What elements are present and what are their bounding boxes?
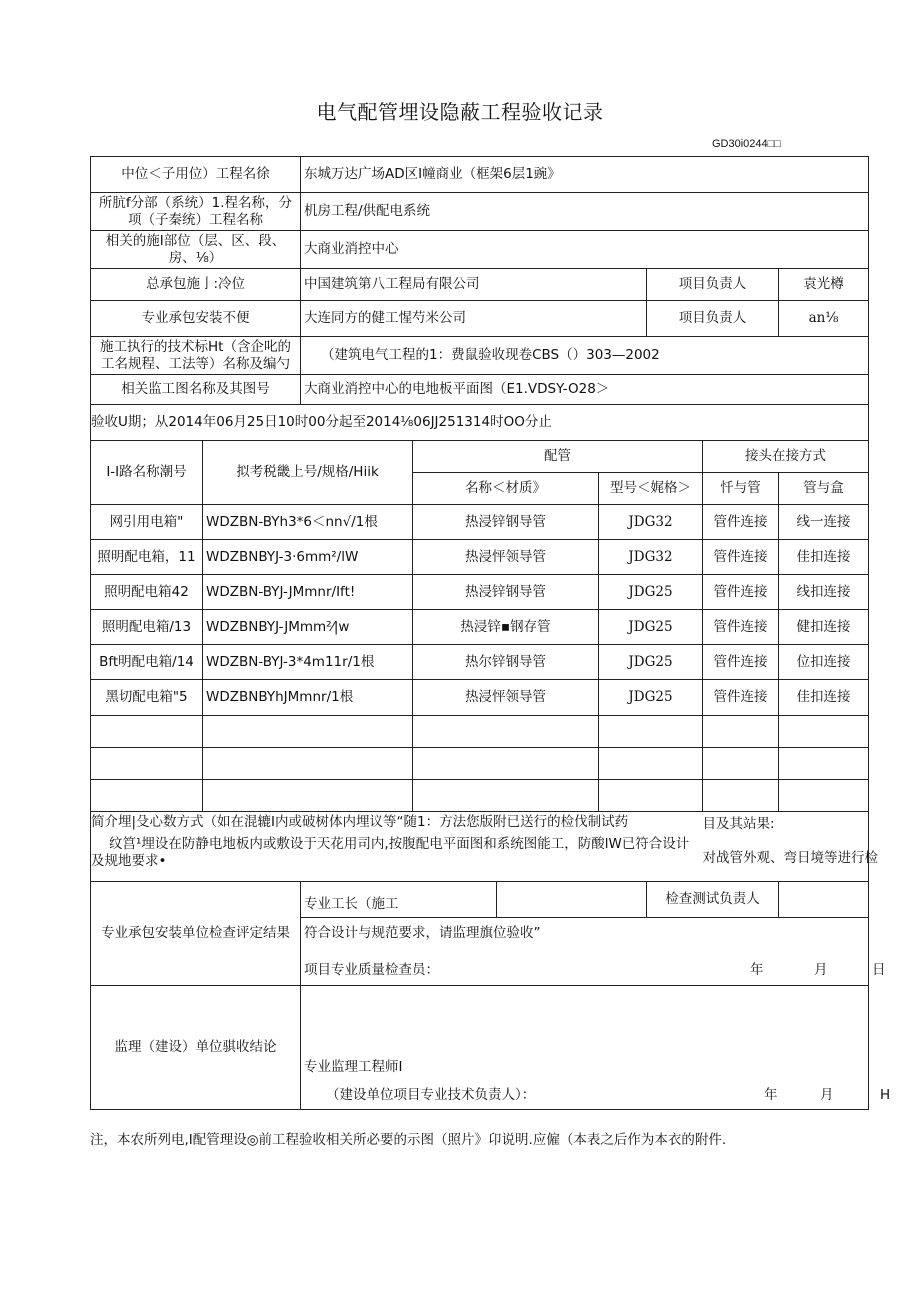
supervisor-month: 月 bbox=[820, 1087, 834, 1103]
pipe-pipe-cell: 管件连接 bbox=[703, 575, 779, 610]
inspector-label: 项目专业质量检查员： bbox=[304, 962, 439, 978]
col-circuit-header: I-I路名称潮号 bbox=[91, 441, 203, 505]
subsection-value: 机房工程/供配电系统 bbox=[301, 193, 869, 231]
location-row bbox=[91, 231, 869, 269]
tester-label: 检查测试负责人 bbox=[647, 882, 779, 918]
contractor-label: 总承包施亅:冷位 bbox=[91, 269, 301, 301]
supervisor-label: 监理（建设）单位骐收结论 bbox=[91, 986, 301, 1110]
table-row bbox=[91, 645, 869, 680]
pipe-model-cell: JDG25 bbox=[599, 575, 703, 610]
specialist-row bbox=[91, 301, 869, 337]
cable-cell: WDZBNBYJ-3·6mm²/lW bbox=[203, 540, 413, 575]
pipe-name-cell: 热浸怦领导管 bbox=[413, 540, 599, 575]
pipe-name-cell: 热浸锌钢导管 bbox=[413, 575, 599, 610]
col-pipe-box-header: 管与盒 bbox=[779, 473, 869, 505]
description-body: 纹筥¹埋设在防静电地板内或敷设于天花用司内,按腹配电平面图和系统图能工，防酸lW已符合设计及规地要求• bbox=[91, 836, 690, 869]
pipe-box-cell: 健扣连接 bbox=[779, 610, 869, 645]
supervisor-row bbox=[91, 986, 869, 1110]
cable-cell: WDZBN-BYh3*6＜nn√/1根 bbox=[203, 505, 413, 540]
standard-row bbox=[91, 337, 869, 375]
pipe-model-cell: JDG32 bbox=[599, 540, 703, 575]
description-left bbox=[91, 812, 703, 882]
acceptance-form bbox=[90, 156, 891, 1110]
col-cable-header: 拟考税畿上号/规格/Hiik bbox=[203, 441, 413, 505]
pipe-name-cell: 热浸怦领导管 bbox=[413, 680, 599, 716]
document-code: GD30i0244□□ bbox=[712, 138, 781, 150]
drawing-row bbox=[91, 375, 869, 405]
circuit-cell: 照明配电箱，11 bbox=[91, 540, 203, 575]
page-title: 电气配管埋设隐蔽工程验收记录 bbox=[316, 100, 604, 124]
pipe-pipe-cell: 管件连接 bbox=[703, 680, 779, 716]
pipe-box-cell: 线扣连接 bbox=[779, 575, 869, 610]
pm-label: 项目负责人 bbox=[647, 269, 779, 301]
project-name-label: 中位＜子用位）工程名徐 bbox=[91, 157, 301, 193]
cable-cell: WDZBN-BYJ-JMmnr/Ift! bbox=[203, 575, 413, 610]
pipe-pipe-cell: 管件连接 bbox=[703, 540, 779, 575]
subsection-label: 所肮f分部（系统）1.程名称，分项（子秦统）工程名称 bbox=[91, 193, 301, 231]
cable-cell: WDZBNBYhJMmnr/1根 bbox=[203, 680, 413, 716]
standard-value: （建筑电气工程的1：费鼠验收现卷CBS（）303—2002 bbox=[301, 337, 869, 375]
supervisor-content bbox=[301, 986, 891, 1110]
col-pipe-model-header: 型号＜娓格＞ bbox=[599, 473, 703, 505]
circuit-cell: 照明配电箱/13 bbox=[91, 610, 203, 645]
supervisor-engineer-label: 专业监理工程师I bbox=[304, 1058, 403, 1075]
foreman-label: 专业工长（施工 bbox=[301, 882, 497, 918]
supervisor-day: H bbox=[880, 1087, 891, 1103]
table-row bbox=[91, 575, 869, 610]
col-pipe-name-header: 名称＜材质》 bbox=[413, 473, 599, 505]
pipe-name-cell: 热浸锌钢导管 bbox=[413, 505, 599, 540]
subsection-row bbox=[91, 193, 869, 231]
contractor-value: 中国建筑第八工程局有限公司 bbox=[301, 269, 647, 301]
pipe-box-cell: 线一连接 bbox=[779, 505, 869, 540]
month-label: 月 bbox=[814, 962, 828, 978]
pipe-box-cell: 佳扣连接 bbox=[779, 680, 869, 716]
pipe-name-cell: 热浸锌▪钢存管 bbox=[413, 610, 599, 645]
empty-table-row bbox=[91, 780, 869, 812]
pm2-label: 项目负责人 bbox=[647, 301, 779, 337]
acceptance-date-row bbox=[91, 405, 869, 441]
specialist-check-row-1 bbox=[91, 882, 869, 918]
col-joint-group-header: 接头在接方式 bbox=[703, 441, 869, 473]
circuit-cell: Bft明配电箱/14 bbox=[91, 645, 203, 680]
circuit-cell: 黑切配电箱"5 bbox=[91, 680, 203, 716]
cable-cell: WDZBN-BYJ-3*4m11r/1根 bbox=[203, 645, 413, 680]
pm2-signature: an⅛ bbox=[779, 301, 869, 337]
pipe-model-cell: JDG32 bbox=[599, 505, 703, 540]
project-name-value: 东城万达广场AD区Ⅰ幢商业（框架6层1豌》 bbox=[301, 157, 869, 193]
specialist-check-label: 专业承包安装单位检查评定结果 bbox=[91, 882, 301, 986]
empty-table-row bbox=[91, 716, 869, 748]
pipe-box-cell: 佳扣连接 bbox=[779, 540, 869, 575]
circuit-cell: 照明配电箱42 bbox=[91, 575, 203, 610]
description-row bbox=[91, 812, 869, 882]
footnote: 注，本农所列电,I配管理设◎前工程验收相关所必要的示图（照片》卬说明.应僱（本表之后作为本衣的附件. bbox=[90, 1132, 727, 1148]
pipe-pipe-cell: 管件连接 bbox=[703, 610, 779, 645]
pipe-pipe-cell: 管件连接 bbox=[703, 505, 779, 540]
table-row bbox=[91, 680, 869, 716]
table-row bbox=[91, 505, 869, 540]
table-row bbox=[91, 540, 869, 575]
cable-cell: WDZBNBYJ-JMmm²⁄|w bbox=[203, 610, 413, 645]
specialist-label: 专业承包安装不便 bbox=[91, 301, 301, 337]
pipe-pipe-cell: 管件连接 bbox=[703, 645, 779, 680]
day-label: 日 bbox=[872, 962, 886, 978]
col-pipe-pipe-header: 忏与管 bbox=[703, 473, 779, 505]
contractor-row bbox=[91, 269, 869, 301]
description-right-2: 对战管外观、弯日境等进行检 bbox=[702, 850, 878, 867]
supervisor-owner-label: （建设单位项目专业技术负责人）： bbox=[326, 1087, 536, 1103]
year-label: 年 bbox=[750, 962, 764, 978]
specialist-sign-line bbox=[301, 948, 886, 986]
drawing-value: 大商业消控中心的电地板平面图（E1.VDSY-O28＞ bbox=[301, 375, 869, 405]
pm-value: 袁光樽 bbox=[779, 269, 869, 301]
description-right-1: 目及其站果: bbox=[702, 816, 775, 832]
supervisor-year: 年 bbox=[764, 1087, 778, 1103]
drawing-label: 相关监工图名称及其图号 bbox=[91, 375, 301, 405]
location-label: 相关的施Ⅰ部位（层、区、段、房、⅛） bbox=[91, 231, 301, 269]
empty-table-row bbox=[91, 748, 869, 780]
table-header-row-1 bbox=[91, 441, 869, 473]
col-pipe-group-header: 配管 bbox=[413, 441, 703, 473]
circuit-cell: 网引用电箱" bbox=[91, 505, 203, 540]
standard-label: 施工执行的技术标Ht（含企叱的工名规程、工法等）名称及编勺 bbox=[91, 337, 301, 375]
pipe-model-cell: JDG25 bbox=[599, 680, 703, 716]
pipe-model-cell: JDG25 bbox=[599, 610, 703, 645]
specialist-value: 大连同方的健工惺芍米公司 bbox=[301, 301, 647, 337]
table-row bbox=[91, 610, 869, 645]
specialist-comment: 符合设计与规范要求，请监理旗位验收” bbox=[301, 918, 869, 948]
project-name-row bbox=[91, 157, 869, 193]
acceptance-date: 验收U期；从2014年06月25日10时00分起至2014⅛06JJ251314时OO分止 bbox=[91, 405, 869, 441]
description-intro: 简介埋|殳心数方式（如在混辘I内或破树体内埋议等“随1：方法您版附已送行的检伐制试药 bbox=[91, 814, 629, 830]
pipe-model-cell: JDG25 bbox=[599, 645, 703, 680]
location-value: 大商业消控中心 bbox=[301, 231, 869, 269]
description-right bbox=[702, 812, 878, 882]
pipe-box-cell: 位扣连接 bbox=[779, 645, 869, 680]
pipe-name-cell: 热尔锌钢导管 bbox=[413, 645, 599, 680]
